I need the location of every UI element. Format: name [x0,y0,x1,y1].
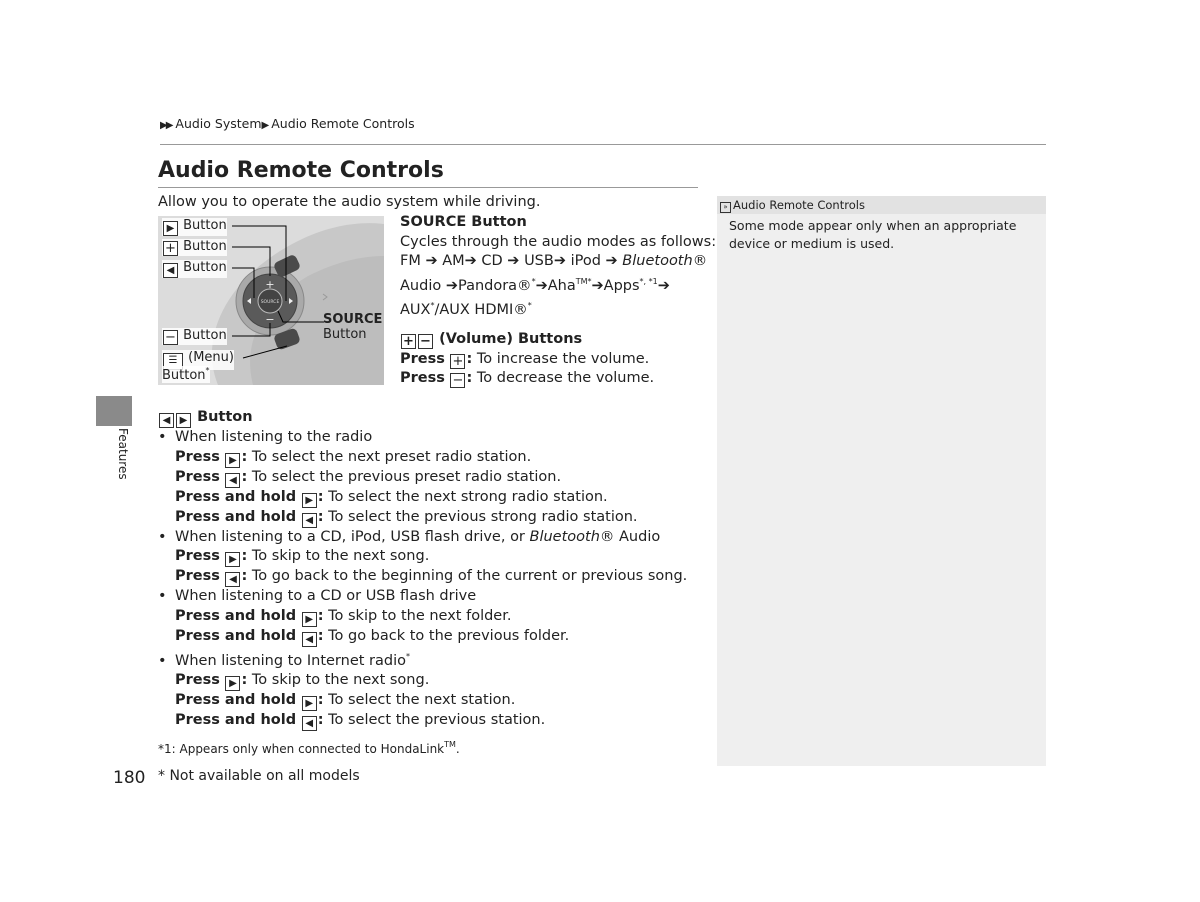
list-item-radio: • When listening to the radio [158,429,373,445]
svg-text:−: − [265,313,275,326]
next-button-icon: ▶ [163,221,178,236]
minus-key-icon: − [418,334,433,349]
section-tab-label: Features [116,428,130,480]
section-tab-marker [96,396,132,426]
title-divider [158,187,698,188]
volume-decrease: Press − : To decrease the volume. [400,370,655,388]
internet-next-song: Press ▶ : To skip to the next song. [175,672,430,689]
figure-label-prev: ◀ Button [162,260,227,278]
source-line-4: AUX*/AUX HDMI®* [400,301,532,318]
arrow-heading: ◀ ▶ Button [158,408,687,428]
folder-next: Press and hold ▶ : To skip to the next folder. [175,607,512,625]
source-section [400,213,716,321]
sidebar-note-heading: » Audio Remote Controls [717,196,1046,214]
figure-label-source: SOURCE [323,312,383,327]
prev-key-icon: ◀ [302,716,317,731]
next-key-icon: ▶ [225,453,240,468]
breadcrumb-marker-icon: ▶▶ [160,120,172,131]
breadcrumb-separator-icon: ▶ [261,120,268,131]
volume-section [400,330,654,389]
menu-button-icon: ☰ [163,353,183,370]
next-key-icon: ▶ [302,696,317,711]
footnote-availability: * Not available on all models [158,768,360,784]
prev-key-icon: ◀ [302,632,317,647]
breadcrumb [160,116,415,131]
internet-next-station: Press and hold ▶ : To select the next station. [175,692,516,709]
page-title: Audio Remote Controls [158,158,444,183]
prev-key-icon: ◀ [159,413,174,428]
source-line-3: Audio ➔Pandora®*➔Aha$^{TM*}$➔Apps$^{*, *1}$➔ [400,276,670,294]
radio-next-preset: Press ▶ : To select the next preset radio station. [175,448,532,466]
figure-label-plus: + Button [162,239,227,256]
plus-button-icon: + [163,241,178,256]
prev-key-icon: ◀ [302,513,317,528]
radio-prev-strong: Press and hold ◀ : To select the previous strong radio station. [175,508,638,526]
list-item-cd-usb: • When listening to a CD or USB flash drive [158,588,477,604]
steering-wheel-figure [158,216,384,385]
minus-button-icon: − [163,330,178,345]
volume-heading: + − (Volume) Buttons [400,330,654,350]
next-key-icon: ▶ [225,676,240,691]
reference-icon: » [720,202,731,213]
intro-text: Allow you to operate the audio system while driving. [158,194,541,210]
volume-increase: Press + : To increase the volume. [400,350,650,369]
prev-key-icon: ◀ [225,473,240,488]
footnote-hondalink: *1: Appears only when connected to HondaLink™. [158,740,460,756]
next-key-icon: ▶ [302,612,317,627]
list-item-cd-ipod-usb-bt: • When listening to a CD, iPod, USB flash drive, or Bluetooth® Audio [158,528,661,545]
minus-key-icon: − [450,373,465,388]
prev-button-icon: ◀ [163,263,178,278]
sidebar-note-body: Some mode appear only when an appropriate device or medium is used. [729,218,1017,251]
figure-label-menu: ☰ (Menu) [162,350,234,370]
sidebar-note-panel [717,196,1046,766]
radio-next-strong: Press and hold ▶ : To select the next strong radio station. [175,488,608,506]
source-heading: SOURCE Button [400,214,527,230]
plus-key-icon: + [450,354,465,369]
folder-prev: Press and hold ◀ : To go back to the previous folder. [175,627,570,645]
cd-prev-song: Press ◀ : To go back to the beginning of the current or previous song. [175,568,688,585]
radio-prev-preset: Press ◀ : To select the previous preset radio station. [175,468,562,486]
figure-label-minus: − Button [162,328,227,345]
figure-label-menu-2: Button* [162,366,210,383]
figure-label-next: ▶ Button [162,218,227,236]
source-line-2: FM ➔ AM➔ CD ➔ USB➔ iPod ➔ Bluetooth® [400,253,708,269]
knob-label: SOURCE [260,300,280,305]
next-key-icon: ▶ [225,552,240,567]
figure-label-source-2: Button [323,327,367,342]
next-key-icon: ▶ [176,413,191,428]
source-line-1: Cycles through the audio modes as follows: [400,233,717,250]
next-key-icon: ▶ [302,493,317,508]
breadcrumb-item-audio-system[interactable]: Audio System [175,116,262,131]
internet-prev-station: Press and hold ◀ : To select the previous station. [175,712,546,729]
svg-text:+: + [265,278,275,291]
plus-key-icon: + [401,334,416,349]
arrow-buttons-section [158,408,687,731]
breadcrumb-item-audio-remote-controls[interactable]: Audio Remote Controls [271,116,415,131]
top-divider [160,144,1046,145]
cd-next-song: Press ▶ : To skip to the next song. [175,548,430,565]
list-item-internet-radio: • When listening to Internet radio* [158,651,410,669]
prev-key-icon: ◀ [225,572,240,587]
page-number: 180 [113,768,146,788]
